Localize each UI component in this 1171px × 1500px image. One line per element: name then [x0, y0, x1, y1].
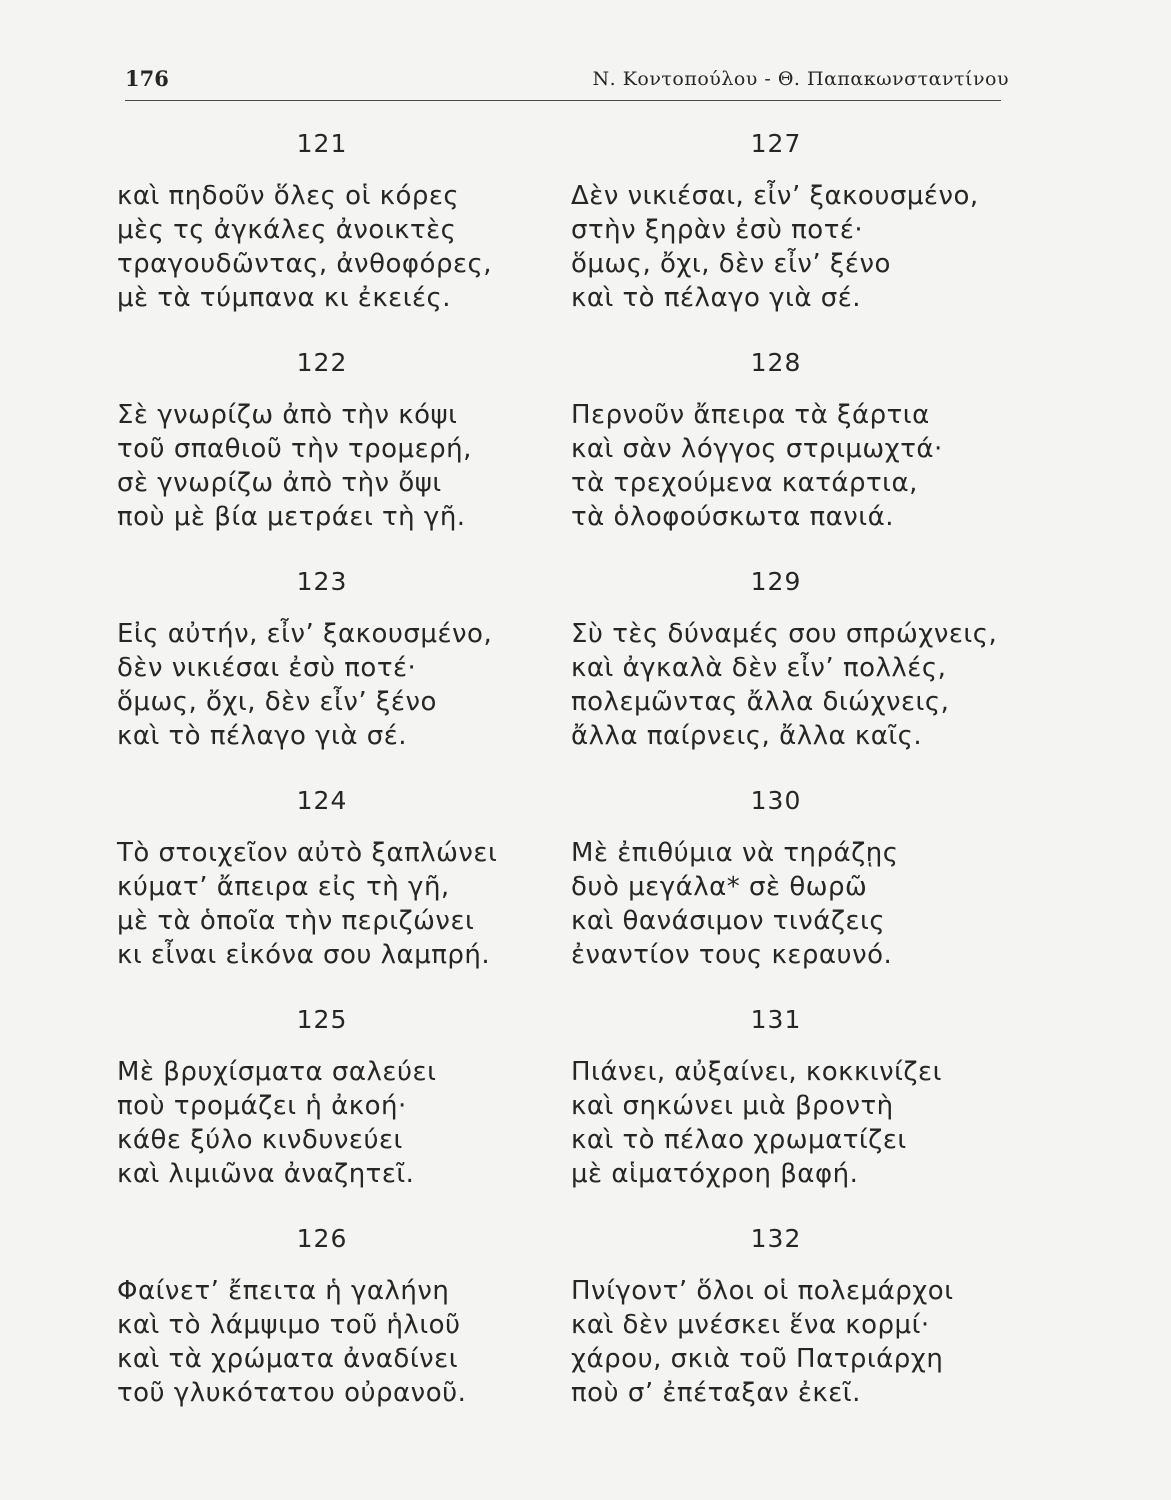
stanza-lines — [571, 179, 1021, 315]
verse-line: ποὺ σ’ ἐπέταξαν ἐκεῖ. — [571, 1378, 861, 1408]
verse-line: καὶ τὸ πέλαο χρωματίζει — [571, 1125, 907, 1155]
verse-line: καὶ θανάσιμον τινάζεις — [571, 906, 886, 936]
right-column — [571, 120, 1021, 1434]
verse-line: καὶ δὲν μνέσκει ἕνα κορμί· — [571, 1310, 930, 1340]
stanza — [117, 558, 567, 777]
verse-line: καὶ ἀγκαλὰ δὲν εἶν’ πολλές, — [571, 653, 947, 683]
verse-line: ἐναντίον τους κεραυνό. — [571, 940, 893, 970]
verse-line: καὶ πηδοῦν ὅλες οἱ κόρες — [117, 181, 460, 211]
verse-line: καὶ τὸ λάμψιμο τοῦ ἡλιοῦ — [117, 1310, 461, 1340]
stanza — [117, 777, 567, 996]
stanza — [571, 558, 1021, 777]
verse-line: Μὲ βρυχίσματα σαλεύει — [117, 1057, 437, 1087]
verse-line: Μὲ ἐπιθύμια νὰ τηράζῃς — [571, 838, 899, 868]
verse-line: Πνίγοντ’ ὅλοι οἱ πολεμάρχοι — [571, 1276, 954, 1306]
stanza-number: 123 — [296, 567, 348, 596]
verse-line: πολεμῶντας ἄλλα διώχνεις, — [571, 687, 950, 717]
verse-line: ὅμως, ὄχι, δὲν εἶν’ ξένο — [571, 249, 891, 279]
stanza-lines — [571, 836, 1021, 972]
verse-line: Δὲν νικιέσαι, εἶν’ ξακουσμένο, — [571, 181, 979, 211]
verse-line: Σὺ τὲς δύναμές σου σπρώχνεις, — [571, 619, 998, 649]
stanza-lines — [117, 617, 567, 753]
page-header — [125, 64, 1009, 101]
stanza-number: 131 — [750, 1005, 802, 1034]
verse-line: χάρου, σκιὰ τοῦ Πατριάρχη — [571, 1344, 944, 1374]
page-number: 176 — [125, 66, 169, 91]
verse-line: μὲ τὰ τύμπανα κι ἐκειές. — [117, 283, 452, 313]
verse-line: κι εἶναι εἰκόνα σου λαμπρή. — [117, 940, 491, 970]
stanza-lines — [117, 1274, 567, 1410]
stanza — [571, 120, 1021, 339]
verse-line: καὶ σὰν λόγγος στριμωχτά· — [571, 434, 943, 464]
verse-line: δυὸ μεγάλα* σὲ θωρῶ — [571, 872, 868, 902]
stanza-number: 124 — [296, 786, 348, 815]
running-head: Ν. Κοντοπούλου - Θ. Παπακωνσταντίνου — [592, 68, 1009, 90]
verse-line: τὰ ὁλοφούσκωτα πανιά. — [571, 502, 895, 532]
stanza — [571, 777, 1021, 996]
verse-line: κύματ’ ἄπειρα εἰς τὴ γῆ, — [117, 872, 450, 902]
stanza-lines — [571, 617, 1021, 753]
stanza — [117, 120, 567, 339]
verse-line: ὅμως, ὄχι, δὲν εἶν’ ξένο — [117, 687, 437, 717]
stanza-lines — [571, 1055, 1021, 1191]
verse-line: καὶ τὸ πέλαγο γιὰ σέ. — [571, 283, 862, 313]
stanza-lines — [117, 179, 567, 315]
verse-line: τραγουδῶντας, ἀνθοφόρες, — [117, 249, 493, 279]
verse-line: μὲ τὰ ὁποῖα τὴν περιζώνει — [117, 906, 475, 936]
stanza-number: 128 — [750, 348, 802, 377]
verse-line: καὶ λιμιῶνα ἀναζητεῖ. — [117, 1159, 415, 1189]
verse-line: Τὸ στοιχεῖον αὐτὸ ξαπλώνει — [117, 838, 498, 868]
verse-line: Σὲ γνωρίζω ἀπὸ τὴν κόψι — [117, 400, 458, 430]
verse-line: κάθε ξύλο κινδυνεύει — [117, 1125, 403, 1155]
verse-line: Φαίνετ’ ἔπειτα ἡ γαλήνη — [117, 1276, 450, 1306]
stanza-number: 121 — [296, 129, 348, 158]
verse-line: Περνοῦν ἄπειρα τὰ ξάρτια — [571, 400, 930, 430]
verse-line: ποὺ τρομάζει ἡ ἀκοή· — [117, 1091, 407, 1121]
left-column — [117, 120, 567, 1434]
stanza-lines — [117, 398, 567, 534]
stanza-lines — [571, 1274, 1021, 1410]
stanza — [117, 996, 567, 1215]
stanza-number: 125 — [296, 1005, 348, 1034]
verse-line: μὲ αἱματόχροη βαφή. — [571, 1159, 859, 1189]
stanza — [571, 996, 1021, 1215]
verse-line: Εἰς αὐτήν, εἶν’ ξακουσμένο, — [117, 619, 493, 649]
verse-line: καὶ σηκώνει μιὰ βροντὴ — [571, 1091, 894, 1121]
verse-line: καὶ τὸ πέλαγο γιὰ σέ. — [117, 721, 408, 751]
verse-line: ἄλλα παίρνεις, ἄλλα καῖς. — [571, 721, 923, 751]
stanza-lines — [117, 836, 567, 972]
stanza — [571, 1215, 1021, 1434]
stanza-number: 130 — [750, 786, 802, 815]
stanza-number: 126 — [296, 1224, 348, 1253]
verse-line: τὰ τρεχούμενα κατάρτια, — [571, 468, 918, 498]
verse-line: μὲς τς ἀγκάλες ἀνοικτὲς — [117, 215, 457, 245]
verse-line: τοῦ σπαθιοῦ τὴν τρομερή, — [117, 434, 472, 464]
verse-line: σὲ γνωρίζω ἀπὸ τὴν ὄψι — [117, 468, 442, 498]
stanza-lines — [117, 1055, 567, 1191]
verse-line: δὲν νικιέσαι ἐσὺ ποτέ· — [117, 653, 417, 683]
stanza-number: 132 — [750, 1224, 802, 1253]
stanza-lines — [571, 398, 1021, 534]
stanza — [117, 339, 567, 558]
stanza-number: 129 — [750, 567, 802, 596]
stanza — [117, 1215, 567, 1434]
verse-line: στὴν ξηρὰν ἐσὺ ποτέ· — [571, 215, 864, 245]
stanza-number: 122 — [296, 348, 348, 377]
stanza-number: 127 — [750, 129, 802, 158]
verse-line: Πιάνει, αὐξαίνει, κοκκινίζει — [571, 1057, 942, 1087]
stanza — [571, 339, 1021, 558]
verse-line: καὶ τὰ χρώματα ἀναδίνει — [117, 1344, 458, 1374]
verse-line: ποὺ μὲ βία μετράει τὴ γῆ. — [117, 502, 466, 532]
verse-line: τοῦ γλυκότατου οὐρανοῦ. — [117, 1378, 467, 1408]
